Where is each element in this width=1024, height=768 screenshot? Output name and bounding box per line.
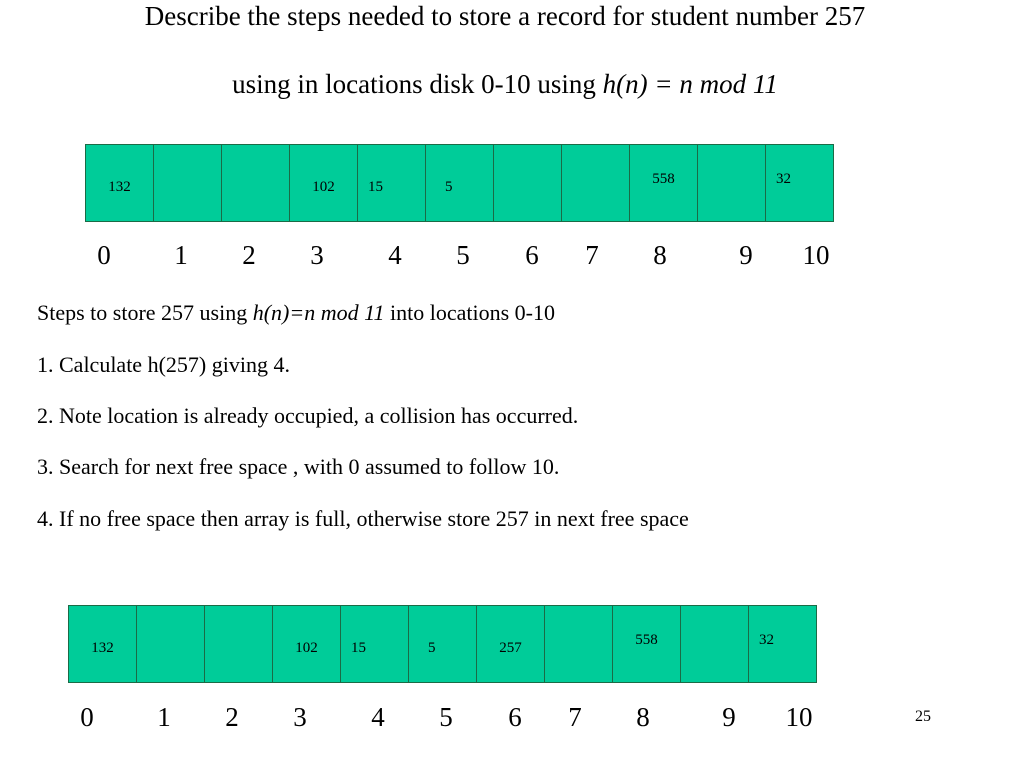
table-cell-3 [273, 606, 341, 683]
index-label-9: 9 [739, 240, 753, 270]
index-label-1: 1 [157, 702, 171, 732]
cell-value: 558 [652, 171, 675, 187]
index-label-2: 2 [242, 240, 256, 270]
index-label-4: 4 [371, 702, 385, 732]
index-label-7: 7 [568, 702, 582, 732]
table-cell-1 [137, 606, 205, 683]
table-cell-8 [613, 606, 681, 683]
index-label-7: 7 [585, 240, 599, 270]
table-cell-0 [69, 606, 137, 683]
table-cell-10 [749, 606, 817, 683]
table-cell-5 [409, 606, 477, 683]
hash-table-after [68, 605, 817, 683]
step-1: 1. Calculate h(257) giving 4. [37, 352, 290, 377]
table-cell-8 [630, 145, 698, 222]
hash-table-before [85, 144, 834, 222]
steps-heading-tail: into locations 0-10 [384, 300, 555, 325]
title-formula: h(n) = n mod 11 [602, 69, 778, 99]
index-label-8: 8 [636, 702, 650, 732]
index-label-6: 6 [508, 702, 522, 732]
table-cell-2 [222, 145, 290, 222]
index-label-3: 3 [293, 702, 307, 732]
table-cell-7 [545, 606, 613, 683]
index-label-10: 10 [785, 702, 813, 732]
steps-heading-formula: h(n)=n mod 11 [252, 300, 385, 325]
index-label-4: 4 [388, 240, 402, 270]
table-cell-0 [86, 145, 154, 222]
table-cell-6 [477, 606, 545, 683]
index-label-6: 6 [525, 240, 539, 270]
table-cell-3 [290, 145, 358, 222]
cell-value: 132 [91, 640, 114, 656]
table-cell-10 [766, 145, 834, 222]
slide-title-line-2 [0, 68, 1010, 100]
cell-value: 5 [445, 179, 453, 195]
index-label-9: 9 [722, 702, 736, 732]
page-number: 25 [915, 708, 931, 725]
cell-value: 102 [295, 640, 318, 656]
index-label-2: 2 [225, 702, 239, 732]
index-label-0: 0 [80, 702, 94, 732]
index-label-0: 0 [97, 240, 111, 270]
step-4: 4. If no free space then array is full, otherwise store 257 in next free space [37, 506, 689, 531]
table-cell-7 [562, 145, 630, 222]
table-cell-4 [341, 606, 409, 683]
table-cell-6 [494, 145, 562, 222]
cell-value: 15 [351, 640, 366, 656]
cell-value: 132 [108, 179, 131, 195]
cell-value: 32 [759, 632, 774, 648]
cell-value: 5 [428, 640, 436, 656]
table-cell-1 [154, 145, 222, 222]
index-label-5: 5 [456, 240, 470, 270]
cell-value: 32 [776, 171, 791, 187]
index-label-3: 3 [310, 240, 324, 270]
slide-title-line-1: Describe the steps needed to store a record for student number 257 [144, 1, 866, 31]
table-cell-5 [426, 145, 494, 222]
steps-heading [37, 300, 555, 326]
table-cell-4 [358, 145, 426, 222]
index-label-8: 8 [653, 240, 667, 270]
step-2: 2. Note location is already occupied, a collision has occurred. [37, 403, 579, 428]
index-label-1: 1 [174, 240, 188, 270]
table-cell-9 [681, 606, 749, 683]
index-label-10: 10 [802, 240, 830, 270]
title-text: using in locations disk 0-10 using [232, 69, 603, 99]
cell-value: 257 [499, 640, 522, 656]
table-cell-2 [205, 606, 273, 683]
table-cell-9 [698, 145, 766, 222]
step-3: 3. Search for next free space , with 0 assumed to follow 10. [37, 454, 560, 479]
cell-value: 102 [312, 179, 335, 195]
cell-value: 15 [368, 179, 383, 195]
steps-heading-text: Steps to store 257 using [37, 300, 253, 325]
index-label-5: 5 [439, 702, 453, 732]
cell-value: 558 [635, 632, 658, 648]
